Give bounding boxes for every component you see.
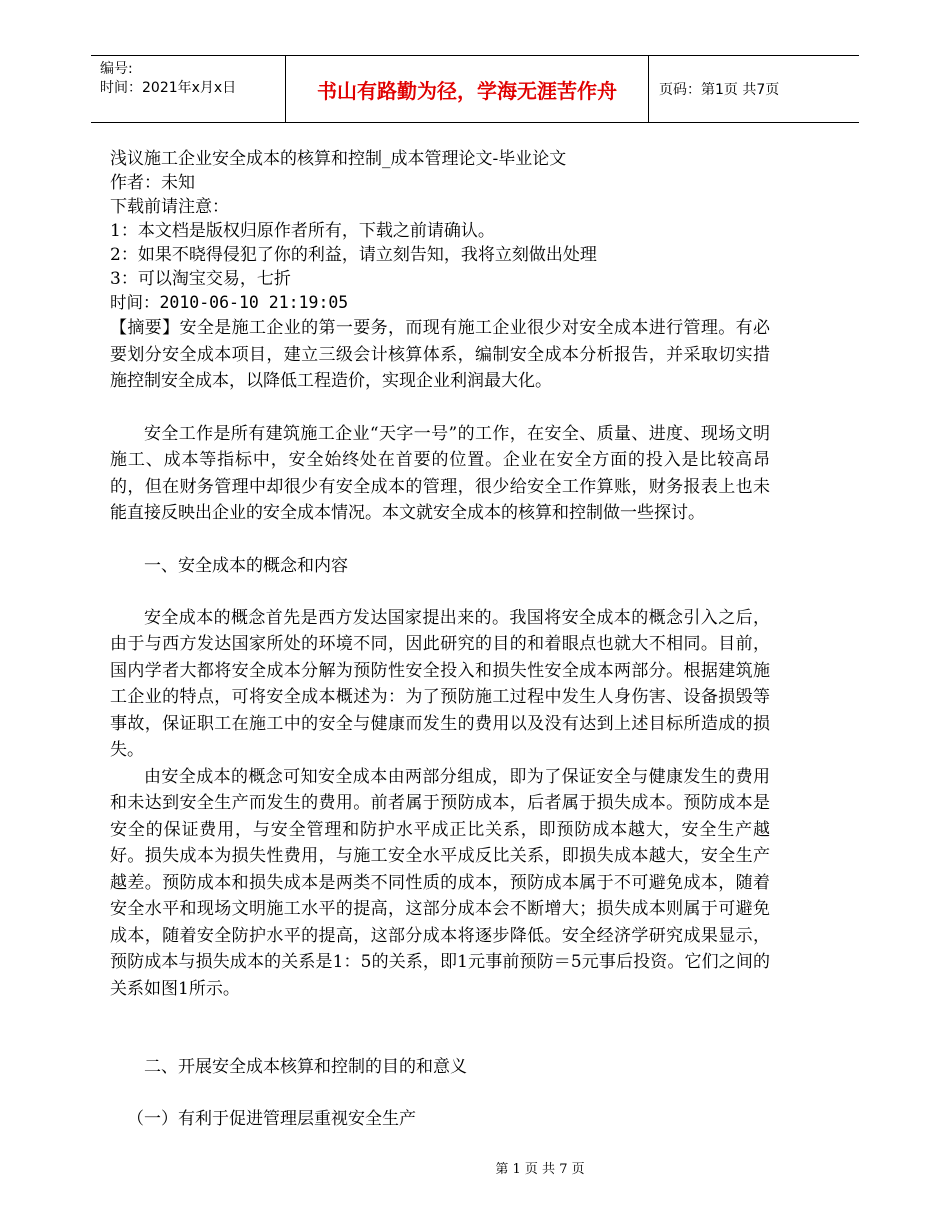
section-heading-1: 一、安全成本的概念和内容 xyxy=(144,555,348,576)
date-label: 时间：2021年x月x日 xyxy=(100,80,237,96)
notice-item: 1：本文档是版权归原作者所有，下载之前请确认。 xyxy=(110,221,495,241)
abstract-paragraph: 【摘要】安全是施工企业的第一要务，而现有施工企业很少对安全成本进行管理。有必要划分安全成本项目，建立三级会计核算体系，编制安全成本分析报告，并采取切实措施控制安全成本，以降低工程造价，实现企业利润最大化。 xyxy=(110,318,770,391)
section-1-paragraph-b: 由安全成本的概念可知安全成本由两部分组成，即为了保证安全与健康发生的费用和未达到安全生产而发生的费用。前者属于预防成本，后者属于损失成本。预防成本是安全的保证费用，与安全管理和防护水平成正比关系，即预防成本越大，安全生产越好。损失成本为损失性费用，与施工安全水平成反比关系，即损失成本越大，安全生产越差。预防成本和损失成本是两类不同性质的成本，预防成本属于不可避免成本，随着安全水平和现场文明施工水平的提高，这部分成本会不断增大；损失成本则属于可避免成本，随着安全防护水平的提高，这部分成本将逐步降低。安全经济学研究成果显示，预防成本与损失成本的关系是1：5的关系，即1元事前预防＝5元事后投资。它们之间的关系如图1所示。 xyxy=(110,766,770,999)
section-heading-2: 二、开展安全成本核算和控制的目的和意义 xyxy=(144,1057,467,1077)
subsection-heading-2-1: （一）有利于促进管理层重视安全生产 xyxy=(127,1109,416,1129)
page-header xyxy=(91,55,859,123)
document-title: 浅议施工企业安全成本的核算和控制_成本管理论文-毕业论文 xyxy=(110,149,567,169)
notice-heading: 下载前请注意： xyxy=(110,197,229,217)
document-body xyxy=(110,147,770,1132)
header-page-info: 页码：第1页 共7页 xyxy=(659,82,780,98)
document-time: 时间：2010-06-10 21:19:05 xyxy=(110,293,349,312)
serial-label: 编号: xyxy=(100,61,133,77)
notice-item: 2：如果不晓得侵犯了你的利益，请立刻告知，我将立刻做出处理 xyxy=(110,245,597,265)
document-author: 作者：未知 xyxy=(110,173,195,193)
header-meta xyxy=(91,56,285,122)
page-footer: 第 1 页 共 7 页 xyxy=(495,1162,585,1177)
intro-paragraph: 安全工作是所有建筑施工企业“天字一号”的工作，在安全、质量、进度、现场文明施工、成本等指标中，安全始终处在首要的位置。企业在安全方面的投入是比较高昂的，但在财务管理中却很少有安全成本的管理，很少给安全工作算账，财务报表上也未能直接反映出企业的安全成本情况。本文就安全成本的核算和控制做一些探讨。 xyxy=(110,423,770,523)
section-1-paragraph-a: 安全成本的概念首先是西方发达国家提出来的。我国将安全成本的概念引入之后，由于与西方发达国家所处的环境不同，因此研究的目的和着眼点也就大不相同。目前，国内学者大都将安全成本分解为预防性安全投入和损失性安全成本两部分。根据建筑施工企业的特点，可将安全成本概述为：为了预防施工过程中发生人身伤害、设备损毁等事故，保证职工在施工中的安全与健康而发生的费用以及没有达到上述目标所造成的损失。 xyxy=(110,607,770,760)
notice-item: 3：可以淘宝交易，七折 xyxy=(110,269,291,289)
header-motto: 书山有路勤为径，学海无涯苦作舟 xyxy=(285,56,649,122)
